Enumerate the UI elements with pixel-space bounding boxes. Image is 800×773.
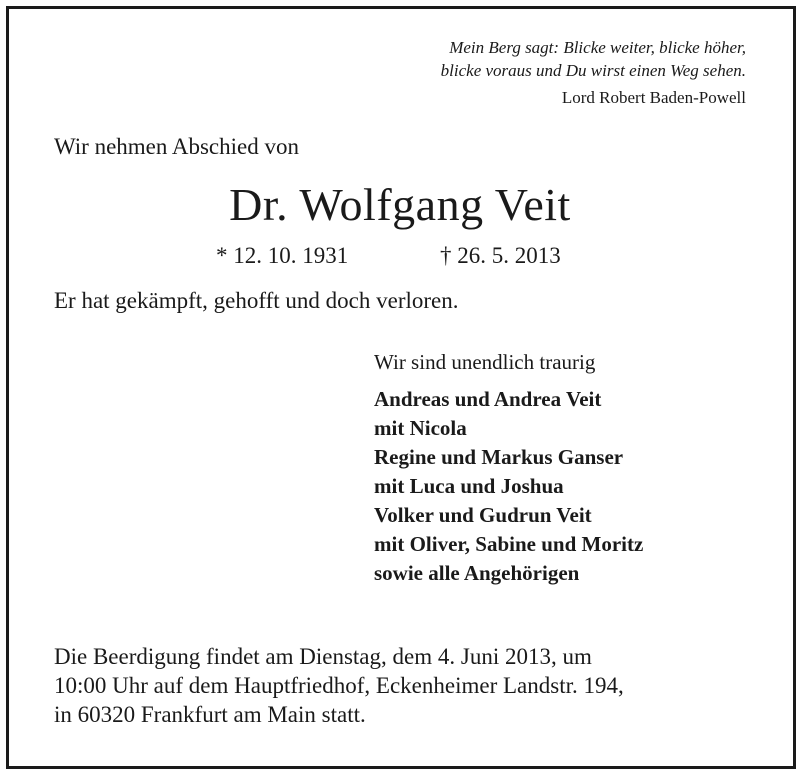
funeral-info <box>54 642 624 729</box>
funeral-line: Die Beerdigung findet am Dienstag, dem 4. Juni 2013, um <box>54 644 592 669</box>
birth-date: * 12. 10. 1931 <box>216 243 349 268</box>
mourner-line: sowie alle Angehörigen <box>374 561 580 585</box>
mourner-line: mit Oliver, Sabine und Moritz <box>374 532 644 556</box>
epigraph-line: Mein Berg sagt: Blicke weiter, blicke höher, <box>449 38 746 57</box>
epigraph <box>441 36 746 109</box>
motto-text: Er hat gekämpft, gehofft und doch verloren. <box>54 288 459 313</box>
mourner-line: Regine und Markus Ganser <box>374 445 624 469</box>
mourners-list <box>374 385 643 588</box>
mourner-line: mit Nicola <box>374 416 467 440</box>
mourners-block <box>374 350 643 588</box>
funeral-line: 10:00 Uhr auf dem Hauptfriedhof, Eckenheimer Landstr. 194, <box>54 673 624 698</box>
mourner-line: mit Luca und Joshua <box>374 474 564 498</box>
intro-text: Wir nehmen Abschied von <box>54 134 299 159</box>
mourner-line: Volker und Gudrun Veit <box>374 503 592 527</box>
mourner-line: Andreas und Andrea Veit <box>374 387 602 411</box>
epigraph-author: Lord Robert Baden-Powell <box>561 88 746 107</box>
deceased-name: Dr. Wolfgang Veit <box>229 179 571 230</box>
funeral-line: in 60320 Frankfurt am Main statt. <box>54 702 366 727</box>
mourners-heading: Wir sind unendlich traurig <box>374 350 596 374</box>
death-date: † 26. 5. 2013 <box>440 243 561 268</box>
epigraph-line: blicke voraus und Du wirst einen Weg sehen. <box>440 61 746 80</box>
